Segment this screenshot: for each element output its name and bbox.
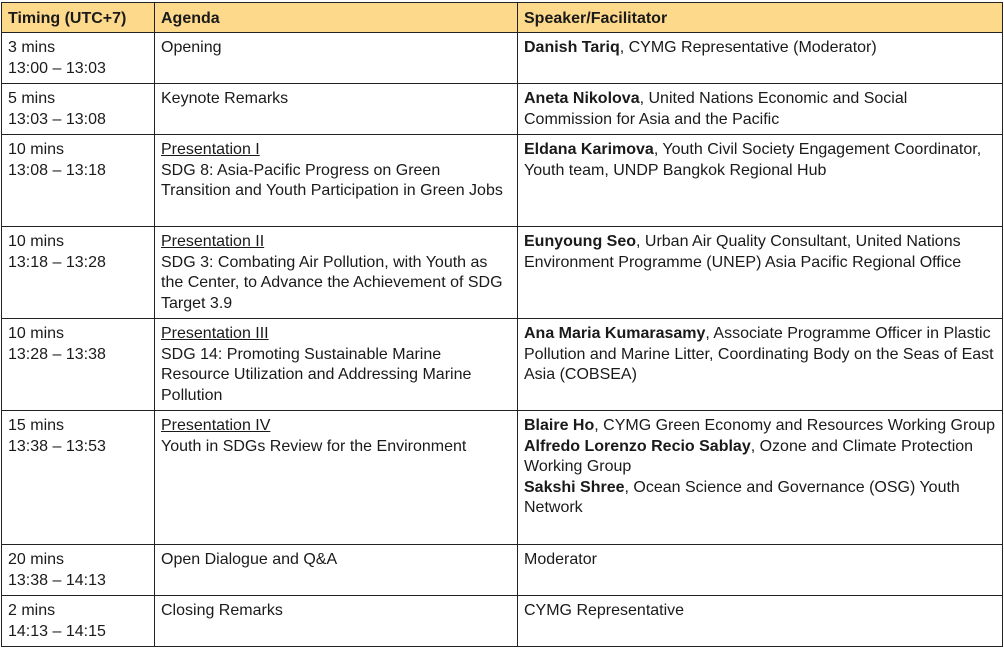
table-row (2, 411, 1003, 545)
timing-cell (2, 319, 155, 411)
time-range: 13:28 – 13:38 (8, 345, 106, 363)
agenda-text: Keynote Remarks (161, 90, 289, 107)
speaker-cell (518, 545, 1003, 596)
duration: 3 mins (8, 39, 56, 56)
timing-cell (2, 227, 155, 319)
table-row (2, 33, 1003, 84)
duration: 5 mins (8, 90, 56, 107)
table-row (2, 135, 1003, 227)
agenda-cell (155, 545, 518, 596)
timing-cell (2, 596, 155, 647)
header-row (2, 3, 1003, 33)
speaker-role: , Youth Civil Society Engagement Coordinator, Youth team, UNDP Bangkok Regional Hub (524, 141, 982, 179)
agenda-text: Opening (161, 39, 222, 56)
agenda-text: Youth in SDGs Review for the Environment (161, 437, 467, 455)
time-range: 13:18 – 13:28 (8, 253, 106, 271)
table-row (2, 545, 1003, 596)
agenda-text: Closing Remarks (161, 602, 283, 619)
speaker-cell (518, 84, 1003, 135)
speaker-cell (518, 319, 1003, 411)
timing-cell (2, 135, 155, 227)
speaker-cell (518, 33, 1003, 84)
agenda-cell (155, 135, 518, 227)
agenda-cell (155, 411, 518, 545)
speaker-role: , United Nations Economic and Social Commission for Asia and the Pacific (524, 90, 908, 128)
speaker-name: Alfredo Lorenzo Recio Sablay (524, 437, 751, 455)
timing-cell (2, 545, 155, 596)
duration: 10 mins (8, 141, 65, 158)
speaker-role: , CYMG Representative (Moderator) (619, 39, 877, 56)
duration: 10 mins (8, 325, 65, 342)
table-row (2, 319, 1003, 411)
speaker-name: Blaire Ho (524, 417, 595, 434)
time-range: 13:38 – 14:13 (8, 571, 106, 589)
agenda-cell (155, 84, 518, 135)
duration: 20 mins (8, 551, 65, 568)
agenda-text: Open Dialogue and Q&A (161, 551, 338, 568)
time-range: 14:13 – 14:15 (8, 622, 106, 640)
duration: 2 mins (8, 602, 56, 619)
presentation-title: Presentation I (161, 141, 260, 158)
speaker-role: , Ocean Science and Governance (OSG) Youth Network (524, 478, 960, 516)
speaker-cell (518, 411, 1003, 545)
agenda-text: SDG 8: Asia-Pacific Progress on Green Transition and Youth Participation in Green Jobs (161, 161, 503, 199)
agenda-text: SDG 14: Promoting Sustainable Marine Resource Utilization and Addressing Marine Pollution (161, 345, 472, 404)
header-timing: Timing (UTC+7) (2, 3, 155, 33)
timing-cell (2, 33, 155, 84)
speaker-name: Eldana Karimova (524, 141, 654, 158)
timing-cell (2, 411, 155, 545)
speaker-role: , Ozone and Climate Protection Working Group (524, 437, 974, 475)
time-range: 13:03 – 13:08 (8, 110, 106, 128)
time-range: 13:38 – 13:53 (8, 437, 106, 455)
presentation-title: Presentation III (161, 325, 269, 342)
header-speaker: Speaker/Facilitator (518, 3, 1003, 33)
time-range: 13:08 – 13:18 (8, 161, 106, 179)
speaker-name: Aneta Nikolova (524, 90, 640, 107)
speaker-cell (518, 135, 1003, 227)
duration: 10 mins (8, 233, 65, 250)
duration: 15 mins (8, 417, 65, 434)
presentation-title: Presentation II (161, 233, 265, 250)
speaker-cell (518, 596, 1003, 647)
speaker-name: Danish Tariq (524, 39, 620, 56)
table-row (2, 84, 1003, 135)
speaker-role: , Urban Air Quality Consultant, United Nations Environment Programme (UNEP) Asia Pacific Regional Office (524, 233, 962, 271)
speaker-name: Sakshi Shree (524, 478, 625, 496)
speaker-role: , CYMG Green Economy and Resources Working Group (594, 417, 996, 434)
agenda-cell (155, 227, 518, 319)
timing-cell (2, 84, 155, 135)
agenda-text: SDG 3: Combating Air Pollution, with Youth as the Center, to Advance the Achievement of SDG Target 3.9 (161, 253, 503, 312)
speaker-role: , Associate Programme Officer in Plastic Pollution and Marine Litter, Coordinating Body on the Seas of East Asia (COBSEA) (524, 325, 994, 383)
agenda-cell (155, 319, 518, 411)
speaker-role: CYMG Representative (524, 602, 685, 619)
speaker-role: Moderator (524, 551, 597, 568)
speaker-name: Ana Maria Kumarasamy (524, 325, 706, 342)
agenda-cell (155, 33, 518, 84)
agenda-table (1, 2, 1003, 647)
presentation-title: Presentation IV (161, 417, 271, 434)
agenda-cell (155, 596, 518, 647)
header-agenda: Agenda (155, 3, 518, 33)
time-range: 13:00 – 13:03 (8, 59, 106, 77)
table-row (2, 596, 1003, 647)
speaker-cell (518, 227, 1003, 319)
table-row (2, 227, 1003, 319)
speaker-name: Eunyoung Seo (524, 233, 636, 250)
